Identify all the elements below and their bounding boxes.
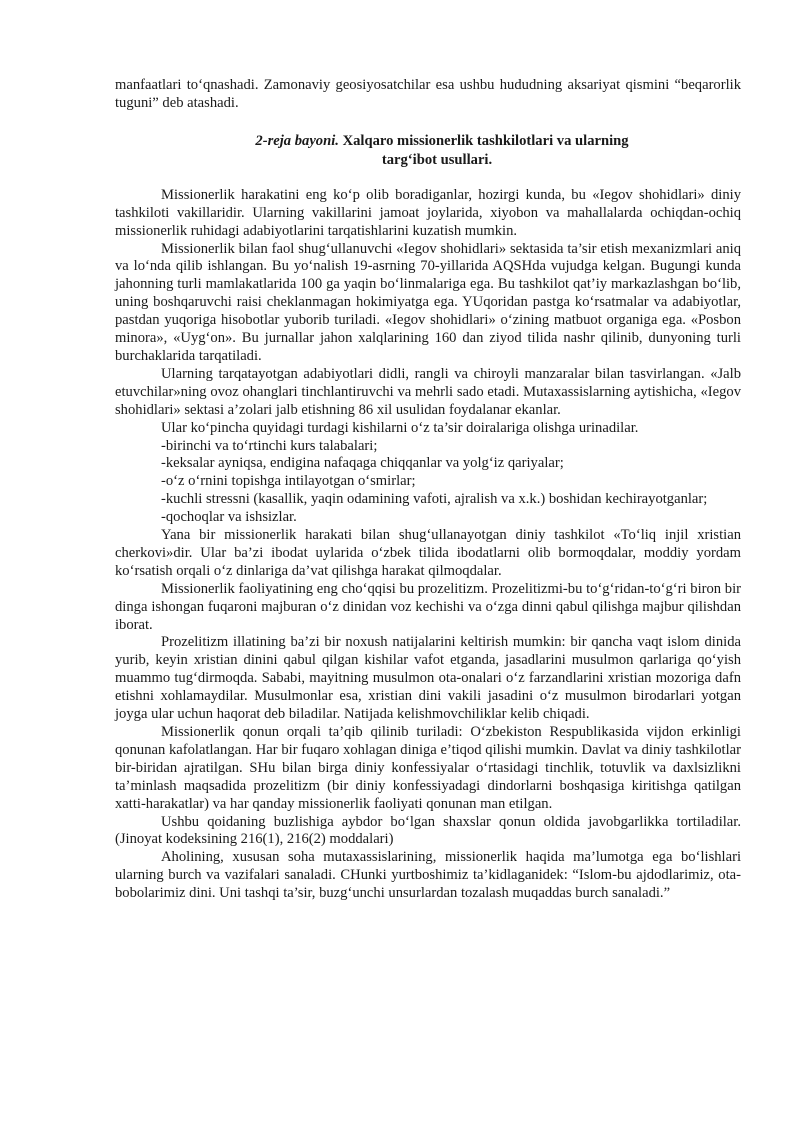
section-heading (115, 132, 741, 170)
body-paragraph: Ularning tarqatayotgan adabiyotlari didli, rangli va chiroyli manzaralar bilan tasvirlangan. «Jalb etuvchilar»ning ovoz ohanglari tinchlantiruvchi va mehrli sado etadi. Mutaxassislarning aytishicha, «Iegov shohidlari» sektasi a’zolari jalb etishning 86 xil usulidan foydalanar ekanlar. (115, 365, 741, 418)
list-item: -qochoqlar va ishsizlar. (161, 509, 297, 526)
section-label: 2-reja bayoni. (255, 132, 339, 149)
body-paragraph: Prozelitizm illatining ba’zi bir noxush natijalarini keltirish mumkin: bir qancha vaqt islom dinida yurib, keyin xristian dinini qabul qilgan kishilar vafot etganda, jasadlarini musulmon qarlariga qo‘yish muammo tug‘dirmoqda. Sababi, mayitning musulmon ota-onalari o‘z farzandlarini xristian mozoriga dafn etishni xohlamaydilar. Musulmonlar esa, xristian dini vakili jasadini o‘z musulmon birodarlari yotgan joyga ular uchun haqorat deb biladilar. Natijada kelishmovchiliklar kelib chiqadi. (115, 634, 741, 723)
list-item: -birinchi va to‘rtinchi kurs talabalari; (161, 437, 378, 454)
list-item: -o‘z o‘rnini topishga intilayotgan o‘smirlar; (161, 473, 416, 490)
body-paragraph: Missionerlik harakatini eng ko‘p olib boradiganlar, hozirgi kunda, bu «Iegov shohidlari» diniy tashkiloti vakillaridir. Ularning vakillarini jamoat joylarida, xiyobon va mahallalarda ochiqdan-ochiq missionerlik ruhidagi adabiyotlarini tarqatishlarini kuzatish mumkin. (115, 186, 741, 239)
body-paragraph: Yana bir missionerlik harakati bilan shug‘ullanayotgan diniy tashkilot «To‘liq injil xristian cherkovi»dir. Ular ba’zi ibodat uylarida o‘zbek tilida ibodatlarni olib bormoqdalar, moddiy yordam ko‘rsatish orqali o‘z dinlariga da’vat qilishga harakat qilmoqdalar. (115, 527, 741, 579)
list-item: -kuchli stressni (kasallik, yaqin odamining vafoti, ajralish va x.k.) boshidan kechirayotganlar; (161, 491, 708, 508)
body-paragraph: Missionerlik faoliyatining eng cho‘qqisi bu prozelitizm. Prozelitizmi-bu to‘g‘ridan-to‘g‘ri biron bir dinga ishongan fuqaroni majburan o‘z dinidan voz kechishi va o‘zga dinni qabul qilishga majbur qilishdan iborat. (115, 580, 741, 633)
intro-paragraph: manfaatlari to‘qnashadi. Zamonaviy geosiyosatchilar esa ushbu hududning aksariyat qismini “beqarorlik tuguni” deb atashadi. (115, 77, 741, 111)
section-title-line2: targ‘ibot usullari. (381, 151, 493, 168)
body-paragraph: Missionerlik qonun orqali ta’qib qilinib turiladi: O‘zbekiston Respublikasida vijdon erkinligi qonunan kafolatlangan. Har bir fuqaro xohlagan diniga e’tiqod qilishi mumkin. Davlat va diniy tashkilotlar bir-biridan ajratilgan. SHu bilan birga diniy konfessiyalar o‘rtasidagi tinchlik, totuvlik va daxlsizlikni ta’minlash maqsadida prozelitizm (bir diniy konfessiyadagi dindorlarni boshqasiga kiritishga qatilgan xatti-harakatlar) va har qanday missionerlik faoliyati qonunan man etilgan. (115, 724, 741, 812)
document-page (115, 77, 741, 903)
section-title-line1: Xalqaro missionerlik tashkilotlari va ularning (342, 132, 629, 149)
body-paragraph: Aholining, xususan soha mutaxassislarining, missionerlik haqida ma’lumotga ega bo‘lishlari ularning burch va vazifalari sanaladi. CHunki yurtboshimiz ta’kidlaganidek: “Islom-bu ajdodlarimiz, ota-bobolarimiz dini. Uni tashqi ta’sir, buzg‘unchi unsurlardan tozalash muqaddas burch sanaladi.” (115, 849, 741, 902)
body-paragraph: Ular ko‘pincha quyidagi turdagi kishilarni o‘z ta’sir doiralariga olishga urinadilar. (161, 419, 639, 436)
body-paragraph: Missionerlik bilan faol shug‘ullanuvchi «Iegov shohidlari» sektasida ta’sir etish mexanizmlari aniq va lo‘nda qilib ishlangan. Bu yo‘nalish 19-asrning 70-yillarida AQSHda vujudga kelgan. Bugungi kunda jahonning turli mamlakatlarida 100 ga yaqin bo‘linmalariga ega. Bu tashkilot qat’iy markazlashgan bo‘lib, uning boshqaruvchi raisi cheklanmagan hokimiyatga ega. YUqoridan pastga ko‘rsatmalar va adabiyotlar, pastdan yuqoriga hisobotlar yuborib turiladi. «Iegov shohidlari» o‘zining matbuot organiga ega. «Posbon minora», «Uyg‘on». Bu jurnallar jahon xalqlarining 160 dan ziyod tilida nashr qilinib, dunyoning turli burchaklarida tarqatiladi. (115, 240, 741, 364)
list-item: -keksalar ayniqsa, endigina nafaqaga chiqqanlar va yolg‘iz qariyalar; (161, 455, 564, 472)
body-paragraph: Ushbu qoidaning buzlishiga aybdor bo‘lgan shaxslar qonun oldida javobgarlikka tortiladilar.(Jinoyat kodeksining 216(1), 216(2) moddalari) (115, 813, 741, 848)
